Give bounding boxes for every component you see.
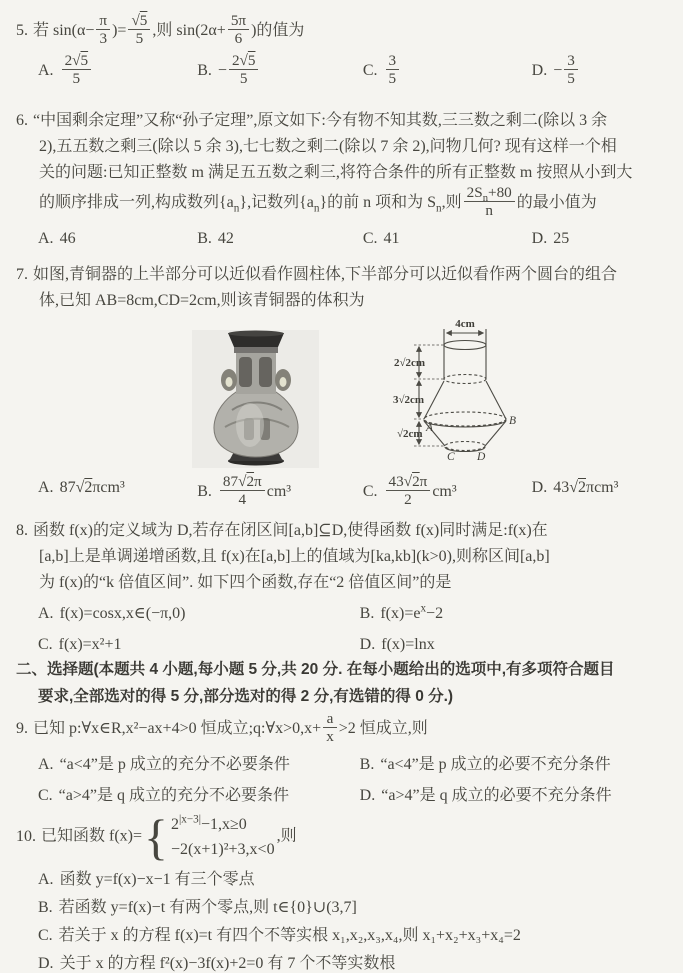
option-a: A. f(x)=cosx,x∈(−π,0) <box>38 605 186 622</box>
dimension-label-top-width: 4cm <box>455 318 475 330</box>
option-label: D. <box>531 230 548 248</box>
option-c: C. $\frac{3}{5}$ <box>363 54 532 89</box>
text-line: 10. 已知函数 f(x)= { $2^{|x-3|}-1,x\ge 0$ −2(x+1)²+3,x<0 ,则 <box>16 808 297 865</box>
text-line: 2),五五数之剩三(除以 5 余 3),七七数之剩二(除以 7 余 2),问物几何? 现有这样一个相 <box>39 138 617 155</box>
text-line: 8. 函数 f(x)的定义域为 D,若存在闭区间[a,b]⊆D,使得函数 f(x)同时满足:f(x)在 <box>16 522 548 539</box>
question-9-body <box>16 712 675 747</box>
option-label: C. <box>38 927 53 944</box>
option-a: A. $\frac{2√5}{5}$ <box>38 54 197 89</box>
question-9-options <box>16 752 675 809</box>
question-number: 5. <box>16 22 28 40</box>
option-b: B. $f(x)=e^x-2$ <box>359 602 444 622</box>
section-2-title <box>16 656 675 710</box>
section-2-heading <box>16 656 675 710</box>
option-b: B. “a<4”是 p 成立的必要不充分条件 <box>359 756 611 774</box>
question-8-options <box>16 601 675 658</box>
option-d: D. 关于 x 的方程 f²(x)−3f(x)+2=0 有 7 个不等实数根 <box>38 955 396 972</box>
text-line: 6. “中国剩余定理”又称“孙子定理”,原文如下:今有物不知其数,三三数之剩二(除以 3 余 <box>16 112 608 129</box>
option-label: D. <box>359 787 376 805</box>
option-label: A. <box>38 62 54 80</box>
option-b: B. 42 <box>197 230 234 248</box>
text-line: 体,已知 AB=8cm,CD=2cm,则该青铜器的体积为 <box>39 292 365 309</box>
volume-diagram <box>393 316 531 468</box>
option-label: B. <box>197 230 212 248</box>
text-line: 7. 如图,青铜器的上半部分可以近似看作圆柱体,下半部分可以近似看作两个圆台的组合 <box>16 266 618 283</box>
question-number: 9. <box>16 720 28 738</box>
option-label: D. <box>38 955 54 972</box>
option-label: D. <box>531 479 548 496</box>
option-d: D. 25 <box>531 230 570 248</box>
option-label: C. <box>362 483 378 501</box>
option-c: C. 41 <box>362 230 400 248</box>
option-d: D. − $\frac{3}{5}$ <box>532 54 675 89</box>
question-6 <box>16 108 675 252</box>
option-label: A. <box>38 756 54 774</box>
option-label: A. <box>38 605 54 622</box>
question-5 <box>16 14 675 89</box>
question-10-options <box>16 867 675 973</box>
option-b: B. $\frac{87√2\pi}{4}$ cm³ <box>197 473 292 509</box>
option-d: D. f(x)=lnx <box>359 636 435 653</box>
question-5-body <box>16 14 675 49</box>
option-c: C. “a>4”是 q 成立的充分不必要条件 <box>38 787 290 805</box>
option-c: C. 若关于 x 的方程 f(x)=t 有四个不等实根 x₁,x₂,x₃,x₄,则 x₁+x₂+x₃+x₄=2 <box>38 927 521 944</box>
text-line: [a,b]上是单调递增函数,且 f(x)在[a,b]上的值域为[ka,kb](k>0),则称区间[a,b] <box>39 548 550 565</box>
option-label: D. <box>531 62 548 80</box>
question-8-body <box>16 518 675 596</box>
option-a: A. 87√2πcm³ <box>38 479 125 496</box>
option-c: C. $\frac{43√2\pi}{2}$ cm³ <box>362 473 457 509</box>
question-10-body <box>16 808 675 865</box>
dimension-label-upper-frustum-height: 3√2cm <box>393 394 425 406</box>
option-label: A. <box>38 230 54 248</box>
dimension-label-lower-frustum-height: √2cm <box>397 428 423 440</box>
option-label: C. <box>362 62 378 80</box>
point-label-b: B <box>509 415 517 427</box>
bronze-vessel-photo <box>192 330 319 468</box>
option-label: B. <box>359 756 375 774</box>
text-line: 为 f(x)的“k 倍值区间”. 如下四个函数,存在“2 倍值区间”的是 <box>39 574 452 591</box>
question-number: 6. <box>16 112 28 129</box>
option-label: C. <box>38 636 53 653</box>
question-number: 8. <box>16 522 28 539</box>
option-d: D. “a>4”是 q 成立的必要不充分条件 <box>359 787 612 805</box>
dimension-label-cylinder-height: 2√2cm <box>394 357 426 369</box>
option-a: A. “a<4”是 p 成立的充分不必要条件 <box>38 756 290 774</box>
option-b: B. 若函数 y=f(x)−t 有两个零点,则 t∈{0}∪(3,7] <box>38 899 357 916</box>
question-7-options <box>16 475 675 510</box>
option-label: C. <box>38 787 53 805</box>
option-label: B. <box>197 483 212 501</box>
question-9 <box>16 712 675 809</box>
point-label-d: D <box>477 451 486 463</box>
text-line: 关的问题:已知正整数 m 满足五五数之剩三,将符合条件的所有正整数 m 按照从小到大 <box>39 164 633 181</box>
option-label: D. <box>359 636 376 653</box>
point-label-c: C <box>447 451 455 463</box>
option-a: A. 46 <box>38 230 76 248</box>
option-label: B. <box>359 605 375 622</box>
text-line: 5. 若 sin(α− $\frac{\pi}{3}$ )= $\frac{√5}{5}$ ,则 sin(2α+ $\frac{5\pi}{6}$ )的值为 <box>16 12 305 48</box>
question-5-options <box>16 54 675 89</box>
question-7-figures <box>16 316 675 470</box>
option-label: A. <box>38 871 54 888</box>
option-label: B. <box>38 899 53 916</box>
option-label: B. <box>197 62 212 80</box>
question-6-body <box>16 108 675 221</box>
question-7 <box>16 262 675 510</box>
question-10 <box>16 808 675 973</box>
option-a: A. 函数 y=f(x)−x−1 有三个零点 <box>38 871 255 888</box>
option-label: A. <box>38 479 54 496</box>
text-line: 二、选择题(本题共 4 小题,每小题 5 分,共 20 分. 在每小题给出的选项中,有多项符合题目 <box>16 661 615 678</box>
text-line: 9. 已知 p:∀x∈R,x²−ax+4>0 恒成立;q:∀x>0,x+ $\frac{a}{x}$ >2 恒成立,则 <box>16 710 428 746</box>
option-d: D. 43√2πcm³ <box>531 479 619 496</box>
question-8 <box>16 518 675 658</box>
text-line: 的顺序排成一列,构成数列$\{a_n\}$,记数列$\{a_n\}$的前 n 项和为 $S_n$,则 $\frac{2S_n+80}{n}$ 的最小值为 <box>39 184 597 220</box>
option-label: C. <box>362 230 378 248</box>
text-line: 要求,全部选对的得 5 分,部分选对的得 2 分,有选错的得 0 分.) <box>38 688 454 705</box>
question-number: 7. <box>16 266 28 283</box>
option-b: B. − $\frac{2√5}{5}$ <box>197 54 363 89</box>
question-7-body <box>16 262 675 314</box>
option-c: C. f(x)=x²+1 <box>38 636 122 653</box>
question-6-options <box>16 226 675 252</box>
question-number: 10. <box>16 827 36 845</box>
point-label-a: A <box>426 422 434 434</box>
